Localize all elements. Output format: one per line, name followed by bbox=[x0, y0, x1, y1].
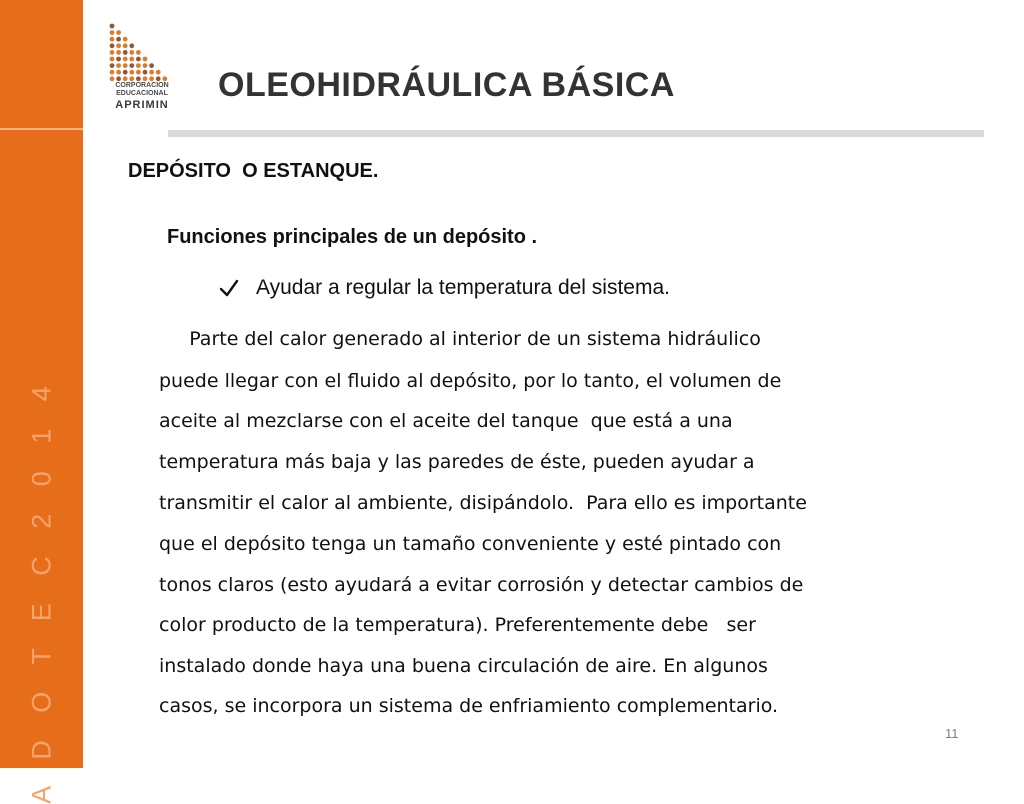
logo-dot bbox=[129, 57, 134, 62]
logo-dot bbox=[123, 76, 128, 81]
logo-dot bbox=[156, 70, 161, 75]
logo-dot bbox=[136, 76, 141, 81]
logo-dot bbox=[129, 43, 134, 48]
sidebar-divider bbox=[0, 128, 83, 130]
logo-dot bbox=[123, 63, 128, 68]
logo-dot bbox=[143, 76, 148, 81]
logo-dot bbox=[116, 43, 121, 48]
logo-dot bbox=[116, 70, 121, 75]
logo-dot bbox=[116, 50, 121, 55]
checkmark-icon bbox=[218, 277, 240, 299]
logo-dot bbox=[123, 50, 128, 55]
title-rule bbox=[168, 130, 984, 137]
logo-dot bbox=[129, 70, 134, 75]
logo-dot bbox=[110, 63, 115, 68]
paragraph-line: aceite al mezclarse con el aceite del tanque que está a una bbox=[159, 410, 733, 432]
logo-dot bbox=[136, 70, 141, 75]
logo-dot bbox=[123, 37, 128, 42]
logo-caption bbox=[104, 82, 180, 111]
logo-dot bbox=[116, 63, 121, 68]
logo-dot bbox=[162, 76, 167, 81]
logo-dot bbox=[116, 37, 121, 42]
logo-dot bbox=[116, 30, 121, 35]
logo-line2: EDUCACIONAL bbox=[116, 90, 168, 97]
logo-dot bbox=[110, 37, 115, 42]
sidebar bbox=[0, 0, 83, 804]
logo-dot bbox=[110, 30, 115, 35]
logo-dot bbox=[136, 50, 141, 55]
logo-dot bbox=[143, 63, 148, 68]
paragraph-line: que el depósito tenga un tamaño conveniente y esté pintado con bbox=[159, 533, 782, 555]
bullet-item bbox=[218, 276, 670, 300]
logo-dot bbox=[129, 63, 134, 68]
paragraph-line: Parte del calor generado al interior de un sistema hidráulico bbox=[159, 328, 761, 350]
page-number: 11 bbox=[945, 726, 959, 741]
bullet-text: Ayudar a regular la temperatura del sistema. bbox=[256, 276, 670, 299]
paragraph-line: color producto de la temperatura). Preferentemente debe ser bbox=[159, 614, 756, 636]
logo-dot bbox=[110, 43, 115, 48]
logo-dot bbox=[123, 43, 128, 48]
paragraph-line: instalado donde haya una buena circulación de aire. En algunos bbox=[159, 655, 768, 677]
page-title: OLEOHIDRÁULICA BÁSICA bbox=[218, 66, 675, 104]
paragraph-line: casos, se incorpora un sistema de enfriamiento complementario. bbox=[159, 695, 779, 717]
logo-dot bbox=[123, 70, 128, 75]
logo-dot bbox=[110, 57, 115, 62]
paragraph-line: temperatura más baja y las paredes de éste, pueden ayudar a bbox=[159, 451, 755, 473]
logo-dot bbox=[136, 63, 141, 68]
logo-dot bbox=[110, 76, 115, 81]
logo-dot bbox=[116, 57, 121, 62]
logo-dot bbox=[129, 76, 134, 81]
logo-dot bbox=[123, 57, 128, 62]
paragraph-line: puede llegar con el fluido al depósito, por lo tanto, el volumen de bbox=[159, 370, 782, 392]
subheading: Funciones principales de un depósito . bbox=[167, 226, 538, 248]
logo-dot bbox=[143, 57, 148, 62]
logo-brand: APRIMIN bbox=[115, 99, 169, 111]
logo-dot bbox=[143, 70, 148, 75]
logo-dot bbox=[110, 24, 115, 29]
logo-dot bbox=[116, 76, 121, 81]
paragraph-line: tonos claros (esto ayudará a evitar corrosión y detectar cambios de bbox=[159, 574, 804, 596]
sidebar-vertical-text: A D O T E C 2 0 1 4 bbox=[26, 376, 57, 804]
logo-dot bbox=[110, 50, 115, 55]
logo-dot bbox=[110, 70, 115, 75]
section-heading: DEPÓSITO O ESTANQUE. bbox=[128, 160, 379, 182]
logo-dot bbox=[156, 76, 161, 81]
paragraph-line: transmitir el calor al ambiente, disipándolo. Para ello es importante bbox=[159, 492, 807, 514]
logo-dot bbox=[149, 70, 154, 75]
logo-dot bbox=[136, 57, 141, 62]
logo-dot bbox=[149, 63, 154, 68]
logo-dot bbox=[149, 76, 154, 81]
logo-dot bbox=[129, 50, 134, 55]
logo-line1: CORPORACION bbox=[115, 82, 169, 89]
